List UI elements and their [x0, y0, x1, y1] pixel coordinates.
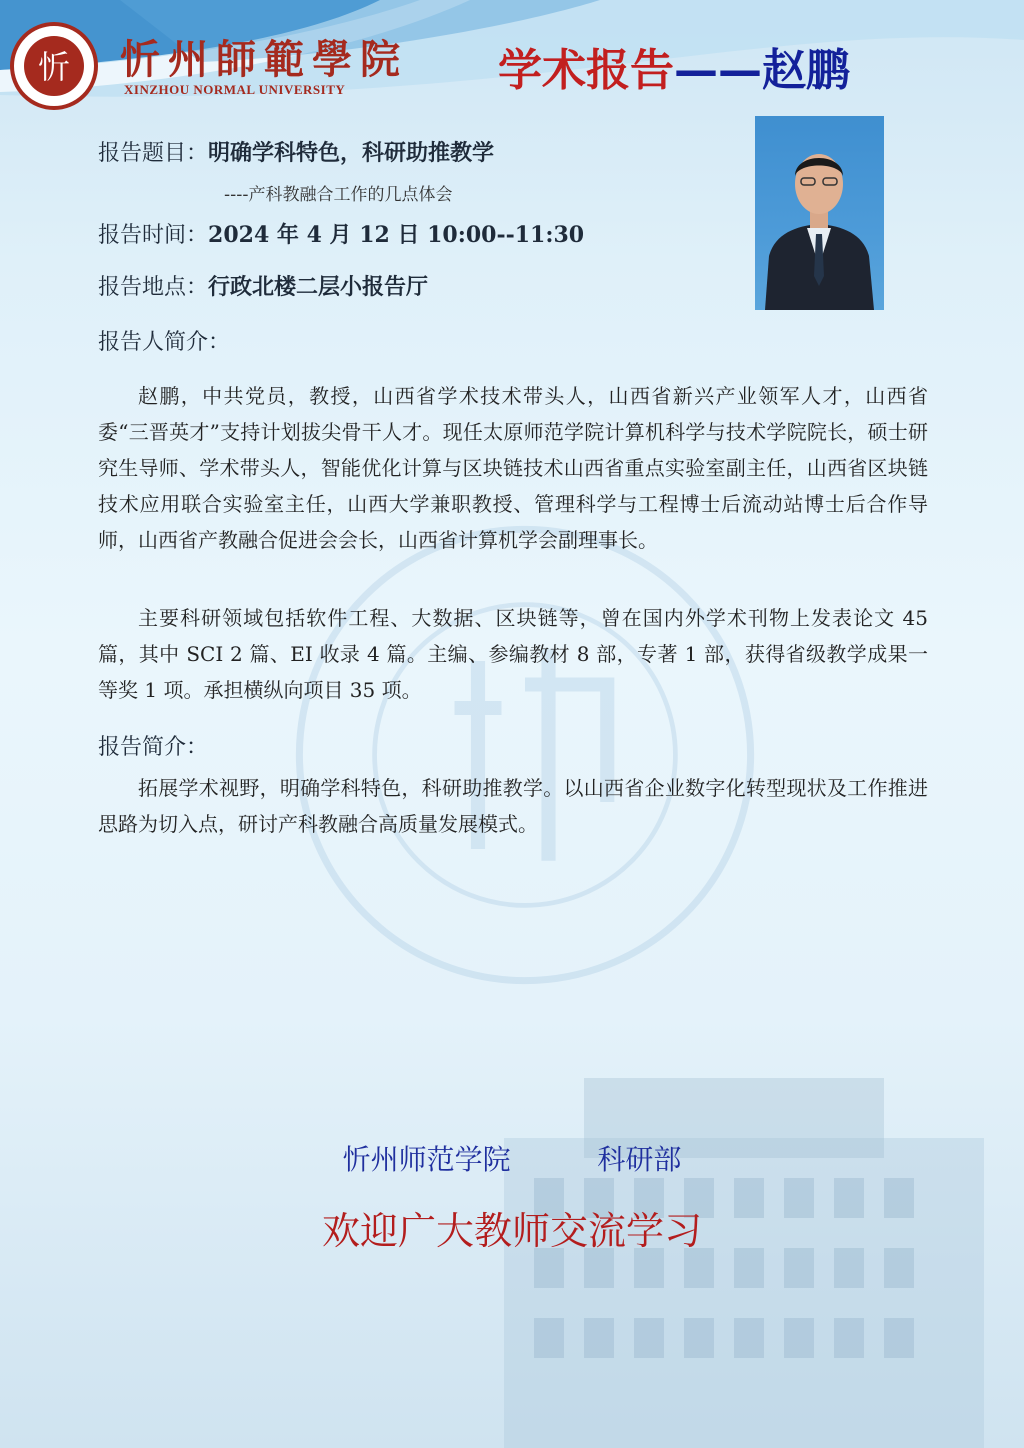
speaker-portrait-illustration [755, 116, 884, 310]
report-summary-heading: 报告简介： [98, 735, 209, 760]
welcome-message: 欢迎广大教师交流学习 [321, 1209, 702, 1253]
report-title-row [98, 136, 494, 167]
headline-academic-report: 学术报告 [498, 45, 674, 96]
speaker-bio-paragraph-1: 赵鹏，中共党员，教授，山西省学术技术带头人，山西省新兴产业领军人才，山西省委“三晋英才”支持计划拔尖骨干人才。现任太原师范学院计算机科学与技术学院院长，硕士研究生导师、学术带头人，智能优化计算与区块链技术山西省重点实验室副主任，山西省区块链技术应用联合实验室主任，山西大学兼职教授、管理科学与工程博士后流动站博士后合作导师，山西省产教融合促进会会长，山西省计算机学会副理事长。 [98, 384, 928, 552]
report-place-label: 报告地点： [98, 275, 209, 300]
headline [498, 34, 850, 98]
headline-speaker-name: ——赵鹏 [674, 45, 850, 96]
university-name-en: XINZHOU NORMAL UNIVERSITY [124, 82, 346, 97]
speaker-bio-heading: 报告人简介： [98, 330, 231, 355]
report-place-row [98, 270, 428, 301]
speaker-photo [755, 116, 884, 310]
report-time: 2024 年 4 月 12 日 10:00--11:30 [208, 222, 585, 248]
speaker-bio-paragraph-2: 主要科研领域包括软件工程、大数据、区块链等，曾在国内外学术刊物上发表论文 45 篇，其中 SCI 2 篇、EI 收录 4 篇。主编、参编教材 8 部，专著 1 部，获得省级教学成果一等奖 1 项。承担横纵向项目 35 项。 [98, 606, 928, 702]
report-time-row [98, 218, 584, 249]
university-seal-logo [10, 22, 98, 110]
report-place: 行政北楼二层小报告厅 [208, 274, 429, 300]
report-summary-text: 拓展学术视野，明确学科特色，科研助推教学。以山西省企业数字化转型现状及工作推进思路为切入点，研讨产科教融合高质量发展模式。 [98, 776, 928, 836]
report-time-label: 报告时间： [98, 223, 209, 248]
report-title: 明确学科特色，科研助推教学 [208, 140, 495, 166]
report-title-label: 报告题目： [98, 141, 209, 166]
university-watermark [290, 520, 760, 990]
organizer: 忻州师范学院 科研部 [342, 1143, 682, 1176]
report-subtitle: ----产科教融合工作的几点体会 [224, 185, 453, 205]
seal-character: 忻 [37, 48, 71, 86]
university-name-cn: 忻州師範學院 [120, 36, 408, 83]
